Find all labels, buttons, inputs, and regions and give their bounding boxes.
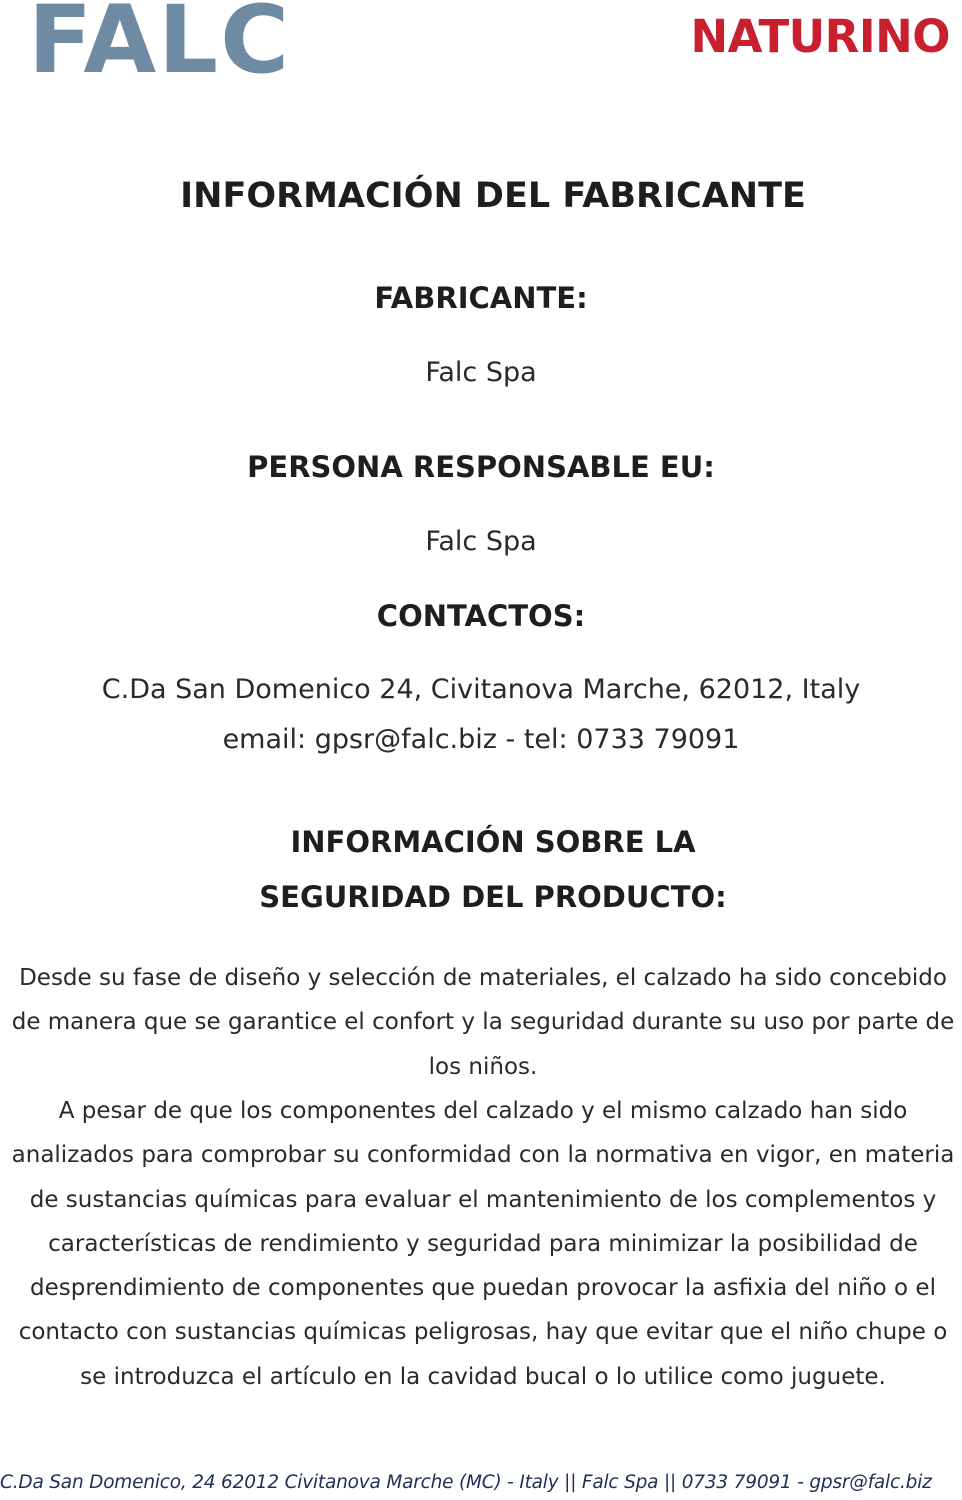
safety-paragraph-2: A pesar de que los componentes del calzado y el mismo calzado han sido analizados para comprobar su conformidad con la normativa en vigor, en materia de sustancias químicas para evaluar el mantenimiento de los complementos y características de rendimiento y seguridad para minimizar la posibilidad de desprendimiento de componentes que puedan provocar la asfixia del niño o el contacto con sustancias químicas peligrosas, hay que evitar que el niño chupe o se introduzca el artículo en la cavidad bucal o lo utilice como juguete. (11, 1098, 955, 1390)
manufacturer-heading: FABRICANTE: (374, 281, 588, 315)
safety-paragraph-1: Desde su fase de diseño y selección de materiales, el calzado ha sido concebido de manera que se garantice el confort y la seguridad durante su uso por parte de los niños. (11, 965, 955, 1080)
contacts-heading: CONTACTOS: (376, 599, 586, 633)
responsible-person-value: Falc Spa (425, 526, 537, 557)
responsible-person-heading: PERSONA RESPONSABLE EU: (247, 450, 715, 484)
falc-logo: FALC (28, 0, 292, 95)
manufacturer-value: Falc Spa (425, 357, 537, 388)
naturino-logo: NATURINO (690, 10, 950, 63)
contacts-address: C.Da San Domenico 24, Civitanova Marche, 62012, Italy (101, 674, 861, 705)
product-safety-heading (12, 815, 962, 925)
product-safety-heading-line-2: SEGURIDAD DEL PRODUCTO: (259, 880, 727, 914)
product-safety-heading-line-1: INFORMACIÓN SOBRE LA (290, 825, 696, 859)
footer-contact-line: C.Da San Domenico, 24 62012 Civitanova Marche (MC) - Italy || Falc Spa || 0733 79091 - gpsr@falc.biz (0, 1472, 932, 1493)
contacts-email-phone: email: gpsr@falc.biz - tel: 0733 79091 (222, 724, 740, 755)
page-title: INFORMACIÓN DEL FABRICANTE (180, 176, 806, 216)
